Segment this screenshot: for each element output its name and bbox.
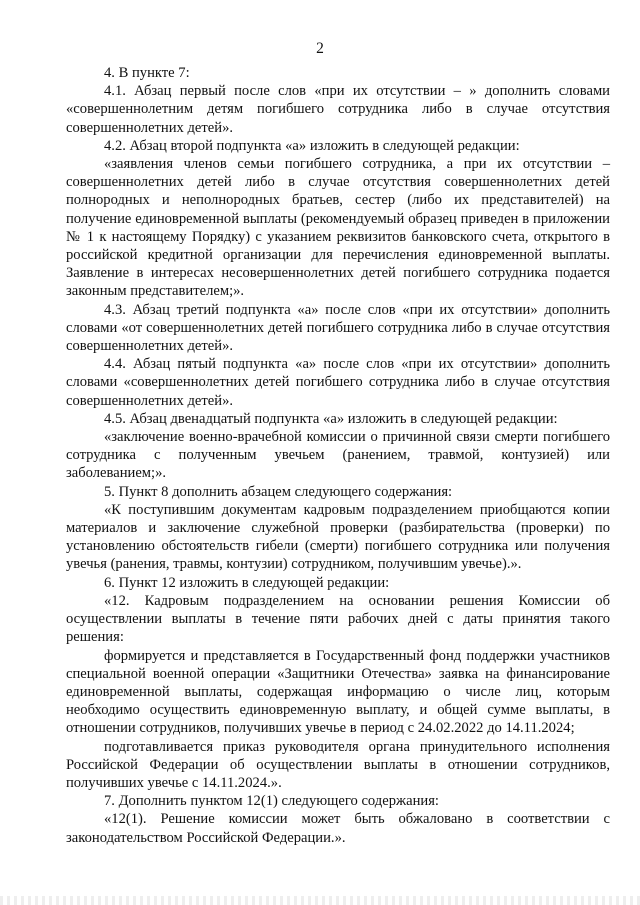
paragraph-4-2: 4.2. Абзац второй подпункта «а» изложить в следующей редакции: bbox=[104, 137, 520, 154]
paragraph-6-quote-item-1: формируется и представляется в Государственный фонд поддержки участников специальной военной операции «Защитники Отечества» заявка на финансирование единовременной выплаты, содержащая информацию о числе лиц, которым необходимо осуществить единовременную выплату, и общей сумме выплаты, в отношении сотрудников, получивших увечье в период с 24.02.2022 до 14.11.2024; bbox=[66, 647, 610, 737]
paragraph-4-5: 4.5. Абзац двенадцатый подпункта «а» изложить в следующей редакции: bbox=[104, 410, 558, 427]
paragraph-6: 6. Пункт 12 изложить в следующей редакции: bbox=[104, 574, 390, 591]
paragraph-4-1: 4.1. Абзац первый после слов «при их отсутствии – » дополнить словами «совершеннолетним детям погибшего сотрудника либо в случае отсутствия совершеннолетних детей». bbox=[66, 83, 610, 136]
paragraph-7-quote: «12(1). Решение комиссии может быть обжаловано в соответствии с законодательством Российской Федерации.». bbox=[66, 811, 610, 846]
paragraph-4-3: 4.3. Абзац третий подпункта «а» после слов «при их отсутствии» дополнить словами «от совершеннолетних детей погибшего сотрудника либо в случае отсутствия совершеннолетних детей». bbox=[66, 301, 610, 355]
paragraph-5-quote: «К поступившим документам кадровым подразделением приобщаются копии материалов и заключение служебной проверки (разбирательства (проверки) по установлению обстоятельств гибели (смерти) погибшего сотрудника или получения увечья (ранения, травмы, контузии) сотрудником, получившим увечье).». bbox=[66, 501, 610, 573]
paragraph-4-4: 4.4. Абзац пятый подпункта «а» после слов «при их отсутствии» дополнить словами «совершеннолетних детей погибшего сотрудника либо в случае отсутствия совершеннолетних детей». bbox=[66, 356, 610, 409]
paragraph-5: 5. Пункт 8 дополнить абзацем следующего содержания: bbox=[104, 483, 453, 500]
scan-edge-artifact bbox=[0, 896, 640, 905]
paragraph-4-5-quote: «заключение военно-врачебной комиссии о причинной связи смерти погибшего сотрудника с полученным увечьем (ранением, травмой, контузией) или заболеванием;». bbox=[66, 429, 610, 482]
paragraph-6-quote-intro: «12. Кадровым подразделением на основании решения Комиссии об осуществлении выплаты в течение пяти рабочих дней с даты принятия такого решения: bbox=[66, 592, 610, 646]
document-body bbox=[66, 64, 610, 847]
paragraph-7: 7. Дополнить пунктом 12(1) следующего содержания: bbox=[104, 793, 439, 810]
paragraph-6-quote-item-2: подготавливается приказ руководителя органа принудительного исполнения Российской Федерации об осуществлении выплаты в отношении сотрудников, получивших увечье с 14.11.2024.». bbox=[66, 738, 610, 791]
paragraph-4: 4. В пункте 7: bbox=[104, 65, 190, 81]
paragraph-4-2-quote: «заявления членов семьи погибшего сотрудника, а при их отсутствии – совершеннолетних детей либо в случае отсутствия совершеннолетних детей полнородных и неполнородных братьев, сестер (либо их представителей) на получение единовременной выплаты (рекомендуемый образец приведен в приложении № 1 к настоящему Порядку) с указанием реквизитов банковского счета, открытого в российской кредитной организации для перечисления единовременной выплаты. Заявление в интересах несовершеннолетних детей погибшего сотрудника подается законным представителем;». bbox=[66, 156, 610, 300]
page-number: 2 bbox=[316, 40, 324, 57]
